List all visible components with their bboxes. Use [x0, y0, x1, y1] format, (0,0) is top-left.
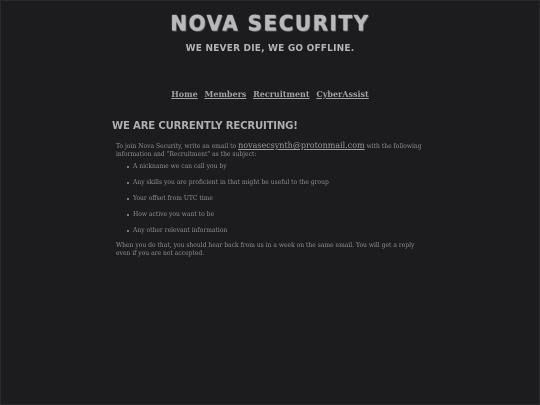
list-item: Your offset from UTC time — [133, 195, 426, 203]
closing-paragraph: When you do that, you should hear back from us in a week on the same email. You will get a reply even if you are not accepted. — [116, 242, 415, 257]
list-item: Any other relevant information — [133, 227, 426, 235]
list-item: A nickname we can call you by — [133, 163, 426, 171]
list-item: Any skills you are proficient in that might be useful to the group — [133, 179, 426, 187]
nav-link-recruitment[interactable]: Recruitment — [253, 89, 310, 99]
main-nav — [0, 89, 540, 99]
list-item: How active you want to be — [133, 211, 426, 219]
recruitment-content — [116, 142, 426, 258]
site-title: NOVA SECURITY — [170, 10, 370, 36]
site-tagline: WE NEVER DIE, WE GO OFFLINE. — [185, 43, 355, 54]
intro-paragraph — [116, 142, 426, 159]
requirements-list — [116, 163, 426, 235]
intro-text-after: with the following information and "Recruitment" as the subject: — [116, 143, 422, 158]
recruiting-heading: WE ARE CURRENTLY RECRUITING! — [112, 119, 298, 132]
nav-link-home[interactable]: Home — [171, 89, 198, 99]
intro-text-before: To join Nova Security, write an email to — [116, 143, 239, 150]
nav-link-cyberassist[interactable]: CyberAssist — [316, 89, 369, 99]
email-link[interactable]: novasecsynth@protonmail.com — [238, 141, 365, 150]
nav-link-members[interactable]: Members — [204, 89, 247, 99]
